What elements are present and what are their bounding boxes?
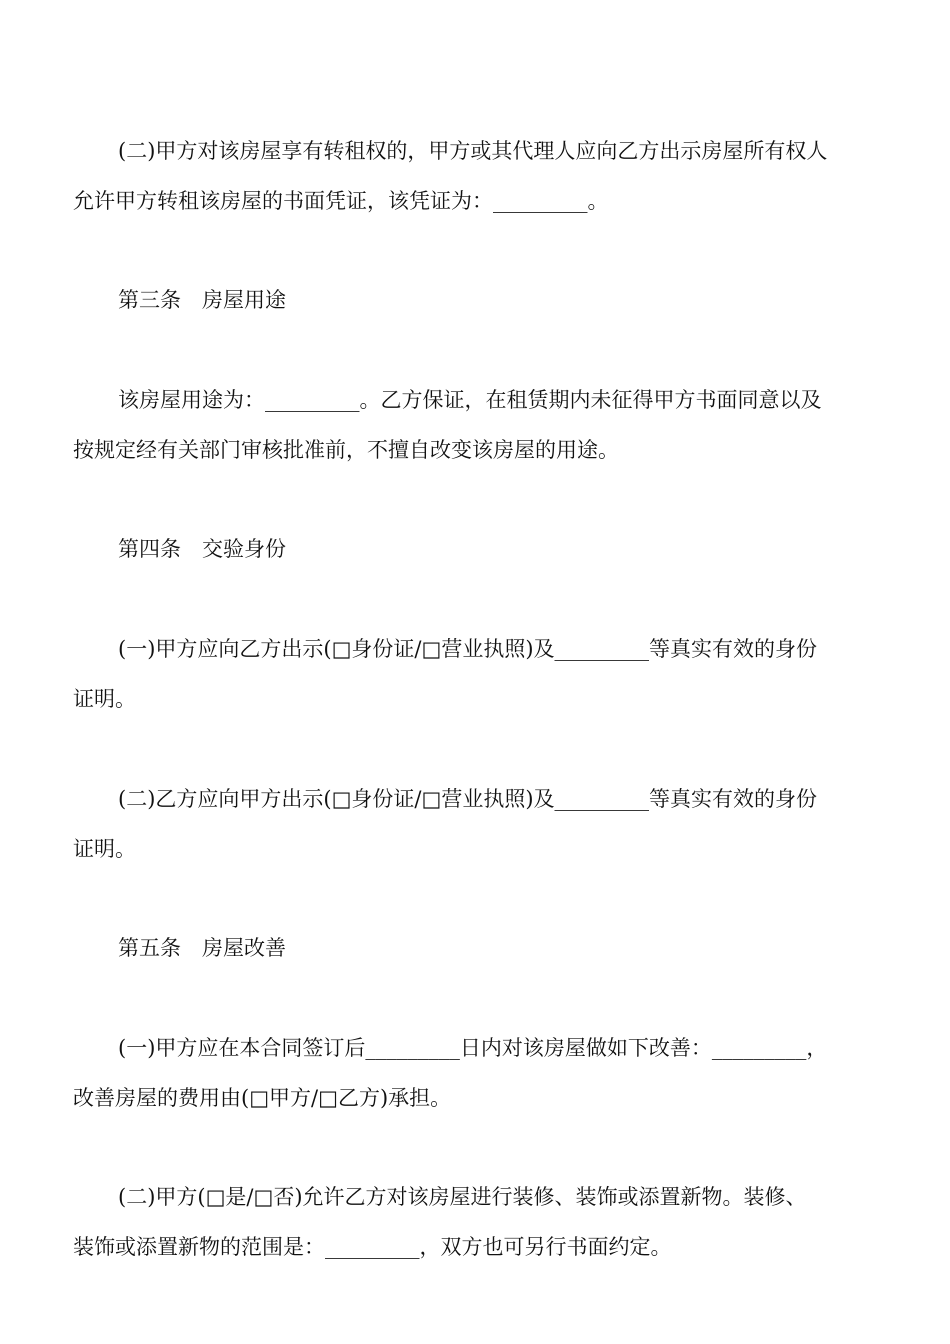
- paragraph-line: (一)甲方应向乙方出示(□身份证/□营业执照)及_________等真实有效的身份: [118, 637, 818, 661]
- paragraph-line: 证明。: [73, 687, 136, 711]
- paragraph-line: (二)乙方应向甲方出示(□身份证/□营业执照)及_________等真实有效的身份: [118, 787, 818, 811]
- article-heading: 第五条 房屋改善: [118, 936, 286, 960]
- paragraph-line: 该房屋用途为：_________。乙方保证，在租赁期内未征得甲方书面同意以及: [118, 388, 822, 412]
- paragraph-line: 按规定经有关部门审核批准前，不擅自改变该房屋的用途。: [73, 438, 619, 462]
- paragraph-line: (二)甲方对该房屋享有转租权的，甲方或其代理人应向乙方出示房屋所有权人: [118, 139, 828, 163]
- paragraph-line: 装饰或添置新物的范围是：_________，双方也可另行书面约定。: [73, 1235, 672, 1259]
- article-heading: 第四条 交验身份: [118, 537, 286, 561]
- paragraph-line: 允许甲方转租该房屋的书面凭证，该凭证为：_________。: [73, 189, 609, 213]
- paragraph-line: (一)甲方应在本合同签订后_________日内对该房屋做如下改善：_________，: [118, 1036, 828, 1060]
- paragraph-line: 改善房屋的费用由(□甲方/□乙方)承担。: [73, 1086, 452, 1110]
- paragraph-line: (二)甲方(□是/□否)允许乙方对该房屋进行装修、装饰或添置新物。装修、: [118, 1185, 807, 1209]
- paragraph-line: 证明。: [73, 837, 136, 861]
- article-heading: 第三条 房屋用途: [118, 288, 286, 312]
